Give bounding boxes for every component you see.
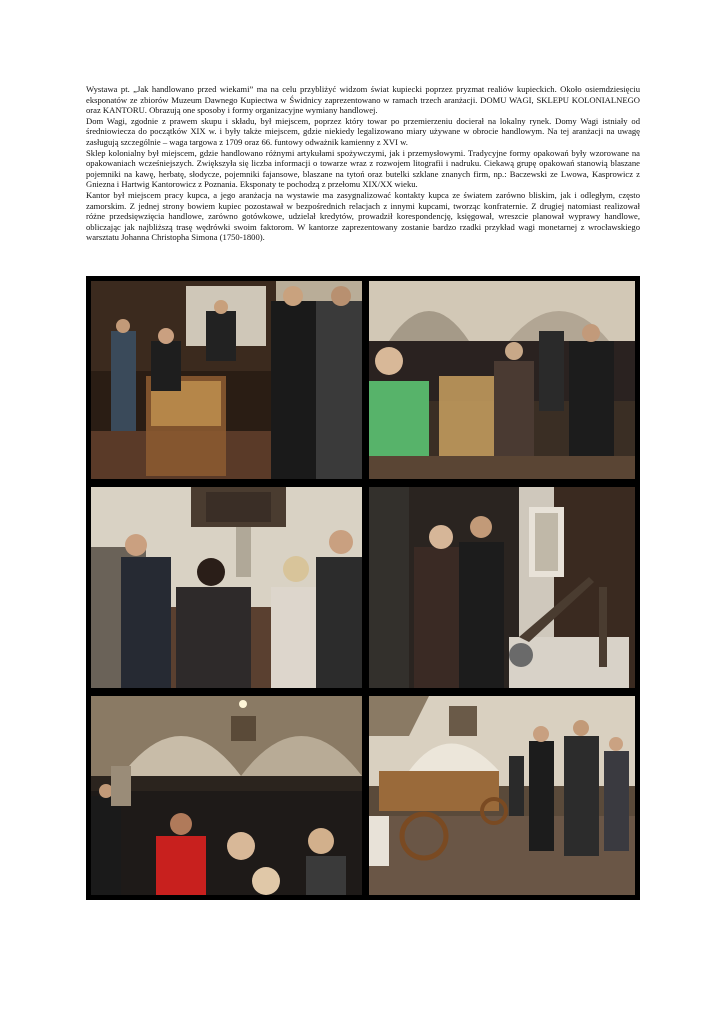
paragraph-sklep-kolonialny: Sklep kolonialny był miejscem, gdzie handlowano różnymi artykułami spożywczymi, jak i przemysłowymi. Tradycyjne formy opakowań były wzorowane na opakowaniach wcześniejszych. Zwiększyła się liczba informacji o towarze wraz z rozwojem litografii i nadruku. Ciekawą grupę opakowań stanowią blaszane pojemniki na kawę, herbatę, słodycze, pojemniki fajansowe, blaszane na tytoń oraz butelki szklane znanych firm, np.: Baczewski ze Lwowa, Kasprowicz z Gniezna i Hartwig Kantorowicz z Poznania. Eksponaty te pochodzą z przełomu XIX/XX wieku. bbox=[86, 147, 640, 190]
photo-guests-conversation bbox=[91, 487, 362, 688]
photo-covered-wagon bbox=[369, 696, 635, 895]
photo-crowd-vaulted-room bbox=[91, 696, 362, 895]
photo-crowd-gothic-hall bbox=[369, 281, 635, 479]
article-text bbox=[86, 84, 640, 243]
paragraph-dom-wagi: Dom Wagi, zgodnie z prawem skupu i składu, był miejscem, poprzez który towar po przemierzeniu docierał na lokalny rynek. Domy Wagi istniały od średniowiecza do początków XIX w. i były także miejscem, gdzie niekiedy legalizowano miary używane w obrocie handlowym. Na tej aranżacji na uwagę zasługują szczególnie – waga targowa z 1709 oraz 66. funtowy odważnik kamienny z XVI w. bbox=[86, 115, 640, 147]
photo-visitors-display-case bbox=[91, 281, 362, 479]
paragraph-intro: Wystawa pt. „Jak handlowano przed wiekami” ma na celu przybliżyć widzom świat kupiecki poprzez pryzmat realiów kupieckich. Około osiemdziesięciu eksponatów ze zbiorów Muzeum Dawnego Kupiectwa w Świdnicy zaprezentowano w ramach trzech aranżacji. DOMU WAGI, SKLEPU KOLONIALNEGO oraz KANTORU. Obrazują one sposoby i formy organizacyjne wymiany handlowej. bbox=[86, 84, 640, 116]
paragraph-kantor: Kantor był miejscem pracy kupca, a jego aranżacja na wystawie ma zasygnalizować kontakty kupca ze światem zarówno bliskim, jak i odległym, często zamorskim. Z jednej strony bowiem kupiec pozostawał w bezpośrednich relacjach z innymi kupcami, tworząc konfraternie. Z drugiej natomiast realizował różne przedsięwzięcia handlowe, zarówno gotówkowe, udzielał kredytów, prowadził korespondencję, księgował, wreszcie planował wyprawy handlowe, obliczając jak najbliższą trasę wędrówki swoim faktorom. W kantorze zaprezentowany zostanie bardzo rzadki przykład wagi monetarnej z wrocławskiego warsztatu Johanna Christopha Simona (1750-1800). bbox=[86, 189, 640, 243]
photo-speaker-microphone-scale bbox=[369, 487, 635, 688]
photo-grid bbox=[86, 276, 640, 900]
